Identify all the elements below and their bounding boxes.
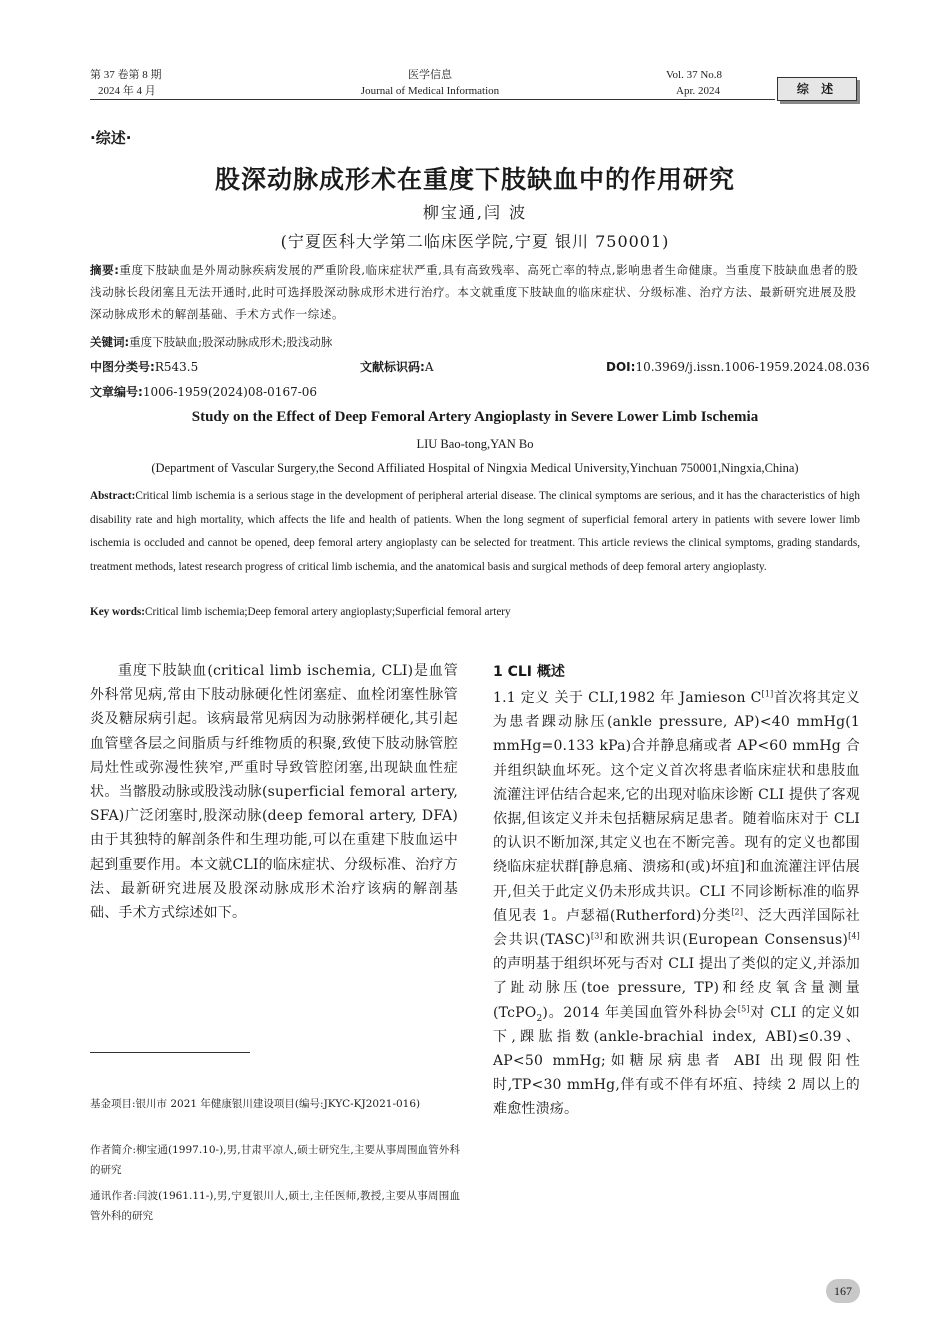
keywords-cn bbox=[90, 332, 332, 352]
affiliation-en: (Department of Vascular Surgery,the Second Affiliated Hospital of Ningxia Medical University,Yinchuan 750001,Ningxia,China) bbox=[151, 461, 799, 475]
doc-code bbox=[360, 357, 433, 377]
s1-text-7: 对 CLI 的定义如下,踝肱指数(ankle-brachial index, ABI)≤0.39、AP<50 mmHg;如糖尿病患者 ABI 出现假阳性时,TP<30 mmHg,伴有或不伴有坏疽、持续 2 周以上的难愈性溃疡。 bbox=[493, 1004, 860, 1118]
abstract-en bbox=[90, 485, 860, 579]
s1-text-3: 、泛大西洋国际社会共识(TASC) bbox=[493, 907, 860, 949]
footnote-rule bbox=[90, 1052, 250, 1053]
header-journal-cn: 医学信息 bbox=[408, 69, 452, 81]
s1-text-6: )。2014 年美国血管外科协会 bbox=[542, 1004, 738, 1021]
section-1-body bbox=[493, 686, 860, 1122]
abstract-en-text: Critical limb ischemia is a serious stage in the development of peripheral arterial disease. The clinical symptoms are serious, and it has the characteristics of high disability rate and high mortality, which affects the life and health of patients. When the long segment of superficial femoral artery in patients with severe lower limb ischemia is occluded and cannot be opened, deep femoral artery angioplasty can be selected for treatment. This article reviews the clinical symptoms, grading standards, treatment methods, latest research progress of critical limb ischemia, and the anatomical basis and surgical methods of deep femoral artery angioplasty. bbox=[90, 490, 860, 573]
keywords-cn-label: 关键词: bbox=[90, 335, 130, 349]
affiliation-cn: (宁夏医科大学第二临床医学院,宁夏 银川 750001) bbox=[280, 232, 670, 251]
keywords-en-text: Critical limb ischemia;Deep femoral artery angioplasty;Superficial femoral artery bbox=[145, 606, 511, 618]
footnote-fund: 基金项目:银川市 2021 年健康银川建设项目(编号:JKYC-KJ2021-016) bbox=[90, 1098, 421, 1110]
section-label: ·综述· bbox=[90, 129, 132, 147]
authors-cn: 柳宝通,闫 波 bbox=[422, 203, 528, 222]
header-volume-cn: 第 37 卷第 8 期 bbox=[90, 69, 162, 81]
footnote-author: 作者简介:柳宝通(1997.10-),男,甘肃平凉人,硕士研究生,主要从事周围血管外科的研究 bbox=[90, 1144, 460, 1176]
page-title: 股深动脉成形术在重度下肢缺血中的作用研究 bbox=[214, 165, 735, 194]
clc-value: R543.5 bbox=[154, 360, 199, 374]
doc-value: A bbox=[424, 360, 434, 374]
abstract-en-label: Abstract: bbox=[90, 490, 136, 502]
abstract-cn-text: 重度下肢缺血是外周动脉疾病发展的严重阶段,临床症状严重,具有高致残率、高死亡率的特点,影响患者生命健康。当重度下肢缺血患者的股浅动脉长段闭塞且无法开通时,此时可选择股深动脉成形术进行治疗。本文就重度下肢缺血的临床症状、分级标准、治疗方法、最新研究进展及股深动脉成形术的解剖基础、手术方式作一综述。 bbox=[90, 263, 859, 321]
subscript-2: 2 bbox=[536, 1013, 543, 1024]
footnote-corresponding: 通讯作者:闫波(1961.11-),男,宁夏银川人,硕士,主任医师,教授,主要从事周围血管外科的研究 bbox=[90, 1190, 460, 1222]
header-journal-en: Journal of Medical Information bbox=[360, 85, 500, 97]
section-tag: 综 述 bbox=[777, 77, 857, 101]
header-rule bbox=[90, 99, 775, 100]
article-value: 1006-1959(2024)08-0167-06 bbox=[142, 385, 318, 399]
s1-text-1: 1.1 定义 关于 CLI,1982 年 Jamieson C bbox=[493, 690, 762, 706]
authors-en: LIU Bao-tong,YAN Bo bbox=[416, 437, 534, 451]
doi-label: DOI: bbox=[606, 360, 636, 374]
article-label: 文章编号: bbox=[90, 385, 143, 399]
doc-label: 文献标识码: bbox=[360, 360, 425, 374]
citation-1[interactable]: [1] bbox=[761, 689, 774, 699]
citation-4[interactable]: [4] bbox=[848, 931, 860, 941]
header-date-cn: 2024 年 4 月 bbox=[98, 85, 156, 97]
abstract-cn bbox=[90, 259, 860, 325]
doi bbox=[606, 357, 870, 377]
s1-text-4: 和欧洲共识(European Consensus) bbox=[602, 932, 849, 949]
header-volume-en: Vol. 37 No.8 bbox=[666, 69, 723, 81]
citation-3[interactable]: [3] bbox=[590, 931, 603, 941]
abstract-cn-label: 摘要: bbox=[90, 263, 120, 277]
intro-paragraph: 重度下肢缺血(critical limb ischemia, CLI)是血管外科常见病,常由下肢动脉硬化性闭塞症、血栓闭塞性脉管炎及糖尿病引起。该病最常见病因为动脉粥样硬化,其引起血管壁各层之间脂质与纤维物质的积聚,致使下肢动脉管腔局灶性或弥漫性狭窄,严重时导致管腔闭塞,出现缺血性症状。当髂股动脉或股浅动脉(superficial femoral artery, SFA)广泛闭塞时,股深动脉(deep femoral artery, DFA)由于其独特的解剖条件和生理功能,可以在重建下肢血运中起到重要作用。本文就CLI的临床症状、分级标准、治疗方法、最新研究进展及股深动脉成形术治疗该病的解剖基础、手术方式综述如下。 bbox=[90, 663, 458, 922]
citation-5[interactable]: [5] bbox=[737, 1003, 750, 1013]
doi-value: 10.3969/j.issn.1006-1959.2024.08.036 bbox=[635, 360, 870, 374]
header-date-en: Apr. 2024 bbox=[676, 85, 720, 97]
keywords-en-label: Key words: bbox=[90, 606, 145, 618]
s1-text-5: 的声明基于组织坏死与否对 CLI 提出了类似的定义,并添加了趾动脉压(toe pressure, TP)和经皮氧含量测量(TcPO bbox=[493, 956, 860, 1021]
section-1-heading: 1 CLI 概述 bbox=[493, 664, 565, 680]
keywords-en bbox=[90, 602, 511, 622]
page-number: 167 bbox=[826, 1279, 860, 1303]
title-en: Study on the Effect of Deep Femoral Artery Angioplasty in Severe Lower Limb Ischemia bbox=[191, 409, 759, 425]
s1-text-2: 首次将其定义为患者踝动脉压(ankle pressure, AP)<40 mmHg(1 mmHg=0.133 kPa)合并静息痛或者 AP<60 mmHg 合并组织缺血坏死。这个定义首次将患者临床症状和患肢血流灌注评估结合起来,它的出现对临床诊断 CLI 提供了客观依据,但该定义并未包括糖尿病足患者。随着临床对于 CLI 的认识不断加深,其定义也在不断完善。现有的定义也都围绕临床症状群[静息痛、溃疡和(或)坏疽]和血流灌注评估展开,但关于此定义仍未形成共识。CLI 不同诊断标准的临界值见表 1。卢瑟福(Rutherford)分类 bbox=[493, 690, 861, 924]
citation-2[interactable]: [2] bbox=[731, 907, 744, 917]
article-number bbox=[90, 382, 317, 402]
clc-number bbox=[90, 357, 198, 377]
keywords-cn-text: 重度下肢缺血;股深动脉成形术;股浅动脉 bbox=[129, 335, 333, 349]
clc-label: 中图分类号: bbox=[90, 360, 155, 374]
